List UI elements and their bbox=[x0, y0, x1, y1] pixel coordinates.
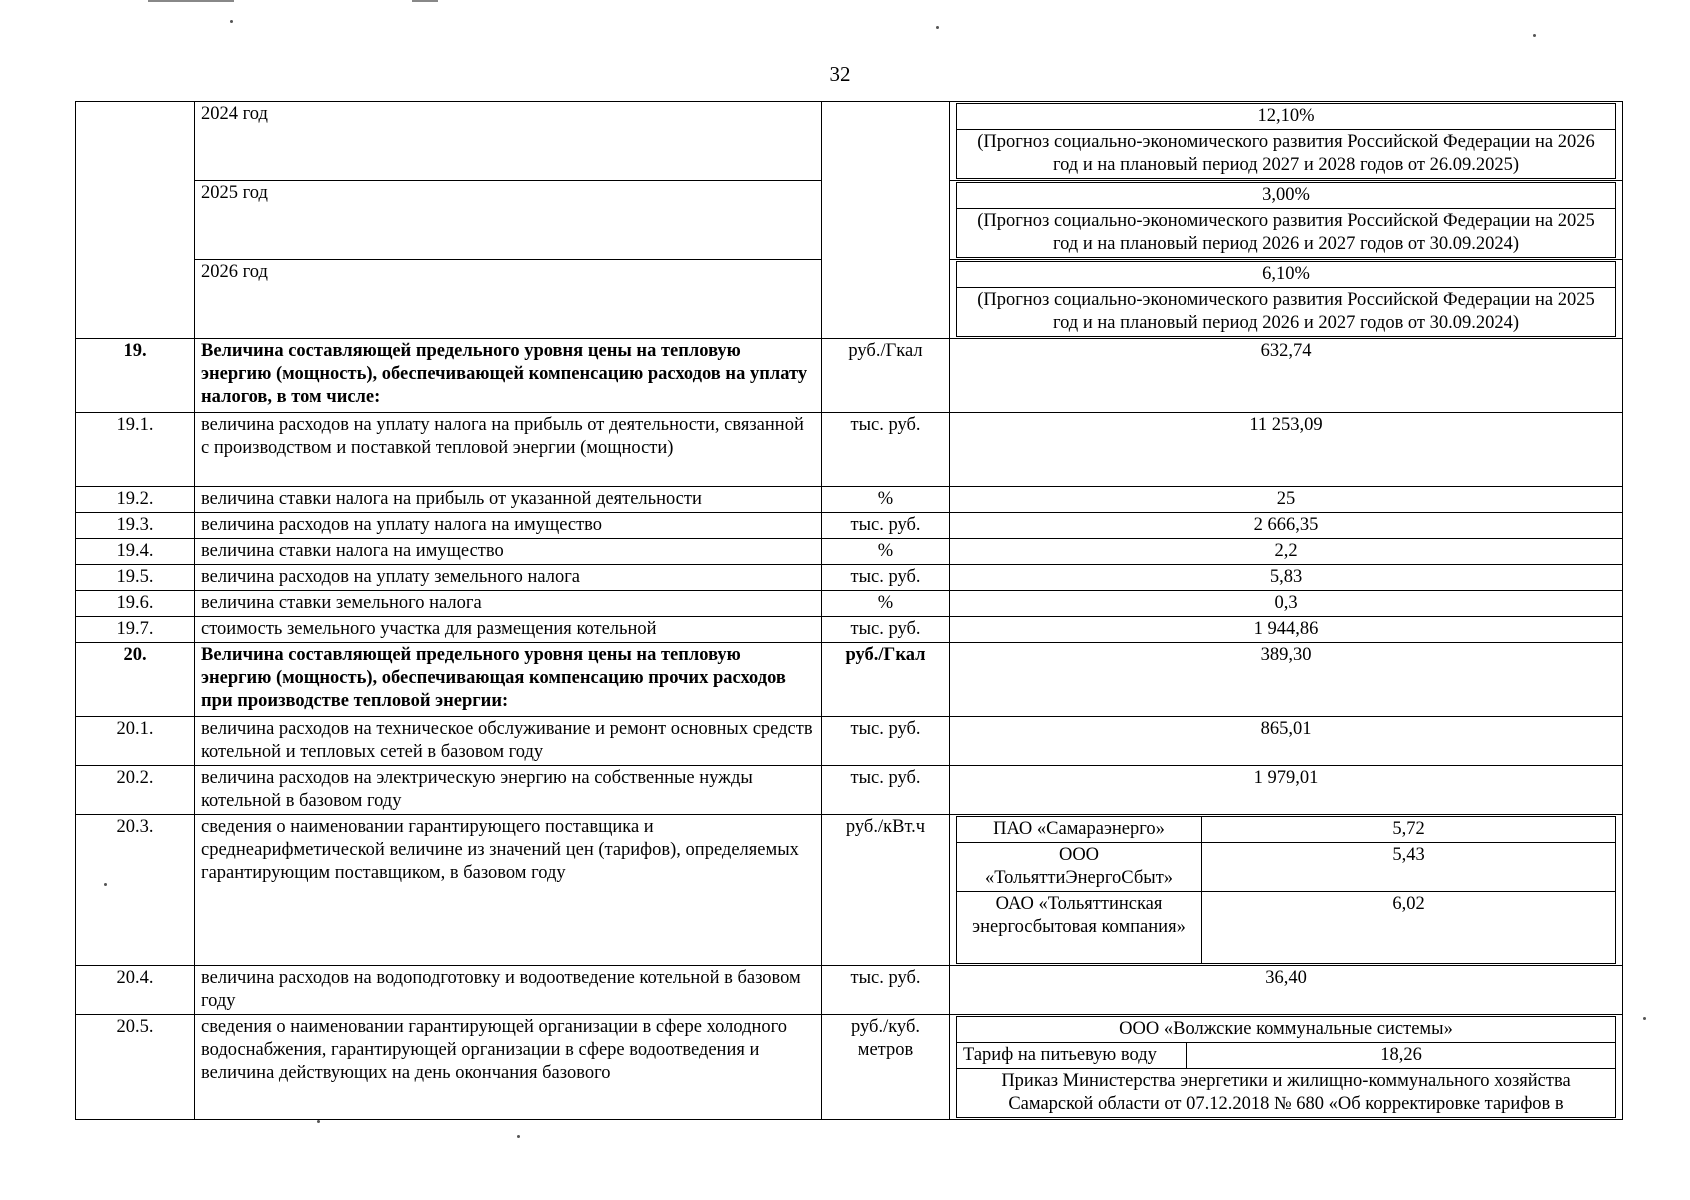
page-number: 32 bbox=[829, 62, 851, 86]
row-description: стоимость земельного участка для размещения котельной bbox=[195, 617, 822, 643]
supplier-table bbox=[956, 816, 1616, 964]
row-value: 0,3 bbox=[950, 591, 1623, 617]
table-row bbox=[76, 539, 1623, 565]
table-row bbox=[76, 591, 1623, 617]
scan-speck bbox=[936, 26, 939, 29]
water-table bbox=[956, 1016, 1616, 1118]
row-description: величина расходов на уплату налога на имущество bbox=[195, 513, 822, 539]
row-number: 19.7. bbox=[76, 617, 195, 643]
row-unit: тыс. руб. bbox=[822, 617, 950, 643]
num-cell bbox=[76, 102, 195, 339]
scan-speck bbox=[1643, 1017, 1646, 1020]
supplier-price: 5,43 bbox=[1202, 843, 1616, 892]
supplier-name: ООО «ТольяттиЭнергоСбыт» bbox=[957, 843, 1202, 892]
row-value: 36,40 bbox=[950, 966, 1623, 1015]
row-value: 389,30 bbox=[950, 643, 1623, 717]
water-org: ООО «Волжские коммунальные системы» bbox=[957, 1017, 1616, 1043]
row-unit: тыс. руб. bbox=[822, 717, 950, 766]
tariff-table bbox=[75, 101, 1623, 1120]
row-description: сведения о наименовании гарантирующего поставщика и среднеарифметической величине из значений цен (тарифов), определяемых гарантирующим поставщиком, в базовом году bbox=[195, 815, 822, 966]
year-cell: 2026 год bbox=[195, 260, 822, 339]
scan-speck bbox=[104, 883, 107, 886]
row-number: 19. bbox=[76, 339, 195, 413]
row-number: 19.5. bbox=[76, 565, 195, 591]
row-description: величина ставки налога на прибыль от указанной деятельности bbox=[195, 487, 822, 513]
row-number: 19.4. bbox=[76, 539, 195, 565]
row-description: величина расходов на техническое обслуживание и ремонт основных средств котельной и тепловых сетей в базовом году bbox=[195, 717, 822, 766]
row-value: 2,2 bbox=[950, 539, 1623, 565]
row-description: величина ставки налога на имущество bbox=[195, 539, 822, 565]
row-unit: тыс. руб. bbox=[822, 565, 950, 591]
row-unit: руб./Гкал bbox=[822, 339, 950, 413]
table-row bbox=[76, 1015, 1623, 1120]
row-number: 19.6. bbox=[76, 591, 195, 617]
row-number: 19.1. bbox=[76, 413, 195, 487]
table-row bbox=[76, 643, 1623, 717]
row-description: величина расходов на водоподготовку и водоотведение котельной в базовом году bbox=[195, 966, 822, 1015]
row-value: 632,74 bbox=[950, 339, 1623, 413]
supplier-name: ПАО «Самараэнерго» bbox=[957, 817, 1202, 843]
row-description: сведения о наименовании гарантирующей организации в сфере холодного водоснабжения, гарантирующей организации в сфере водоотведения и величина действующих на день окончания базового bbox=[195, 1015, 822, 1120]
row-value: 5,83 bbox=[950, 565, 1623, 591]
year-value: 3,00% bbox=[957, 183, 1616, 209]
row-description: Величина составляющей предельного уровня цены на тепловую энергию (мощность), обеспечивающей компенсацию расходов на уплату налогов, в том числе: bbox=[195, 339, 822, 413]
scan-artifact-line bbox=[412, 0, 438, 2]
row-description: Величина составляющей предельного уровня цены на тепловую энергию (мощность), обеспечивающая компенсацию прочих расходов при производстве тепловой энергии: bbox=[195, 643, 822, 717]
table-row bbox=[76, 513, 1623, 539]
row-unit: тыс. руб. bbox=[822, 766, 950, 815]
unit-cell bbox=[822, 102, 950, 339]
year-source: (Прогноз социально-экономического развития Российской Федерации на 2025 год и на плановый период 2026 и 2027 годов от 30.09.2024) bbox=[957, 288, 1616, 337]
row-unit: руб./Гкал bbox=[822, 643, 950, 717]
row-number: 20.3. bbox=[76, 815, 195, 966]
supplier-price: 5,72 bbox=[1202, 817, 1616, 843]
value-cell bbox=[950, 181, 1623, 260]
scan-artifact-line bbox=[148, 0, 234, 2]
table-row bbox=[76, 565, 1623, 591]
row-unit: тыс. руб. bbox=[822, 966, 950, 1015]
year-source: (Прогноз социально-экономического развития Российской Федерации на 2025 год и на плановый период 2026 и 2027 годов от 30.09.2024) bbox=[957, 209, 1616, 258]
row-number: 19.3. bbox=[76, 513, 195, 539]
year-value: 12,10% bbox=[957, 104, 1616, 130]
scan-speck bbox=[517, 1135, 520, 1138]
water-tariff-label: Тариф на питьевую воду bbox=[957, 1043, 1187, 1069]
scan-speck bbox=[1533, 34, 1536, 37]
row-unit: тыс. руб. bbox=[822, 513, 950, 539]
scan-speck bbox=[230, 20, 233, 23]
table-row bbox=[76, 413, 1623, 487]
supplier-price: 6,02 bbox=[1202, 892, 1616, 964]
row-value: 2 666,35 bbox=[950, 513, 1623, 539]
row-unit: руб./куб. метров bbox=[822, 1015, 950, 1120]
table-row bbox=[76, 102, 1623, 181]
row-number: 19.2. bbox=[76, 487, 195, 513]
year-value: 6,10% bbox=[957, 262, 1616, 288]
row-unit: тыс. руб. bbox=[822, 413, 950, 487]
table-row bbox=[76, 766, 1623, 815]
row-description: величина расходов на уплату налога на прибыль от деятельности, связанной с производством и поставкой тепловой энергии (мощности) bbox=[195, 413, 822, 487]
table-row bbox=[76, 487, 1623, 513]
row-value: 1 979,01 bbox=[950, 766, 1623, 815]
table-row bbox=[76, 617, 1623, 643]
row-value: 11 253,09 bbox=[950, 413, 1623, 487]
supplier-name: ОАО «Тольяттинская энергосбытовая компания» bbox=[957, 892, 1202, 964]
row-number: 20.1. bbox=[76, 717, 195, 766]
row-value: 25 bbox=[950, 487, 1623, 513]
table-row bbox=[76, 717, 1623, 766]
year-cell: 2024 год bbox=[195, 102, 822, 181]
water-order: Приказ Министерства энергетики и жилищно-коммунального хозяйства Самарской области от 07.12.2018 № 680 «Об корректировке тарифов в bbox=[957, 1069, 1616, 1118]
water-tariff-value: 18,26 bbox=[1187, 1043, 1616, 1069]
water-cell bbox=[950, 1015, 1623, 1120]
table-row bbox=[76, 815, 1623, 966]
value-cell bbox=[950, 102, 1623, 181]
row-value: 865,01 bbox=[950, 717, 1623, 766]
row-unit: % bbox=[822, 591, 950, 617]
row-unit: руб./кВт.ч bbox=[822, 815, 950, 966]
row-description: величина ставки земельного налога bbox=[195, 591, 822, 617]
row-value: 1 944,86 bbox=[950, 617, 1623, 643]
row-unit: % bbox=[822, 539, 950, 565]
row-number: 20.5. bbox=[76, 1015, 195, 1120]
row-unit: % bbox=[822, 487, 950, 513]
value-cell bbox=[950, 260, 1623, 339]
year-source: (Прогноз социально-экономического развития Российской Федерации на 2026 год и на плановый период 2027 и 2028 годов от 26.09.2025) bbox=[957, 130, 1616, 179]
row-number: 20.2. bbox=[76, 766, 195, 815]
table-row bbox=[76, 966, 1623, 1015]
row-description: величина расходов на электрическую энергию на собственные нужды котельной в базовом году bbox=[195, 766, 822, 815]
table-row bbox=[76, 339, 1623, 413]
row-number: 20. bbox=[76, 643, 195, 717]
row-description: величина расходов на уплату земельного налога bbox=[195, 565, 822, 591]
scan-speck bbox=[317, 1120, 320, 1123]
year-cell: 2025 год bbox=[195, 181, 822, 260]
supplier-cell bbox=[950, 815, 1623, 966]
row-number: 20.4. bbox=[76, 966, 195, 1015]
